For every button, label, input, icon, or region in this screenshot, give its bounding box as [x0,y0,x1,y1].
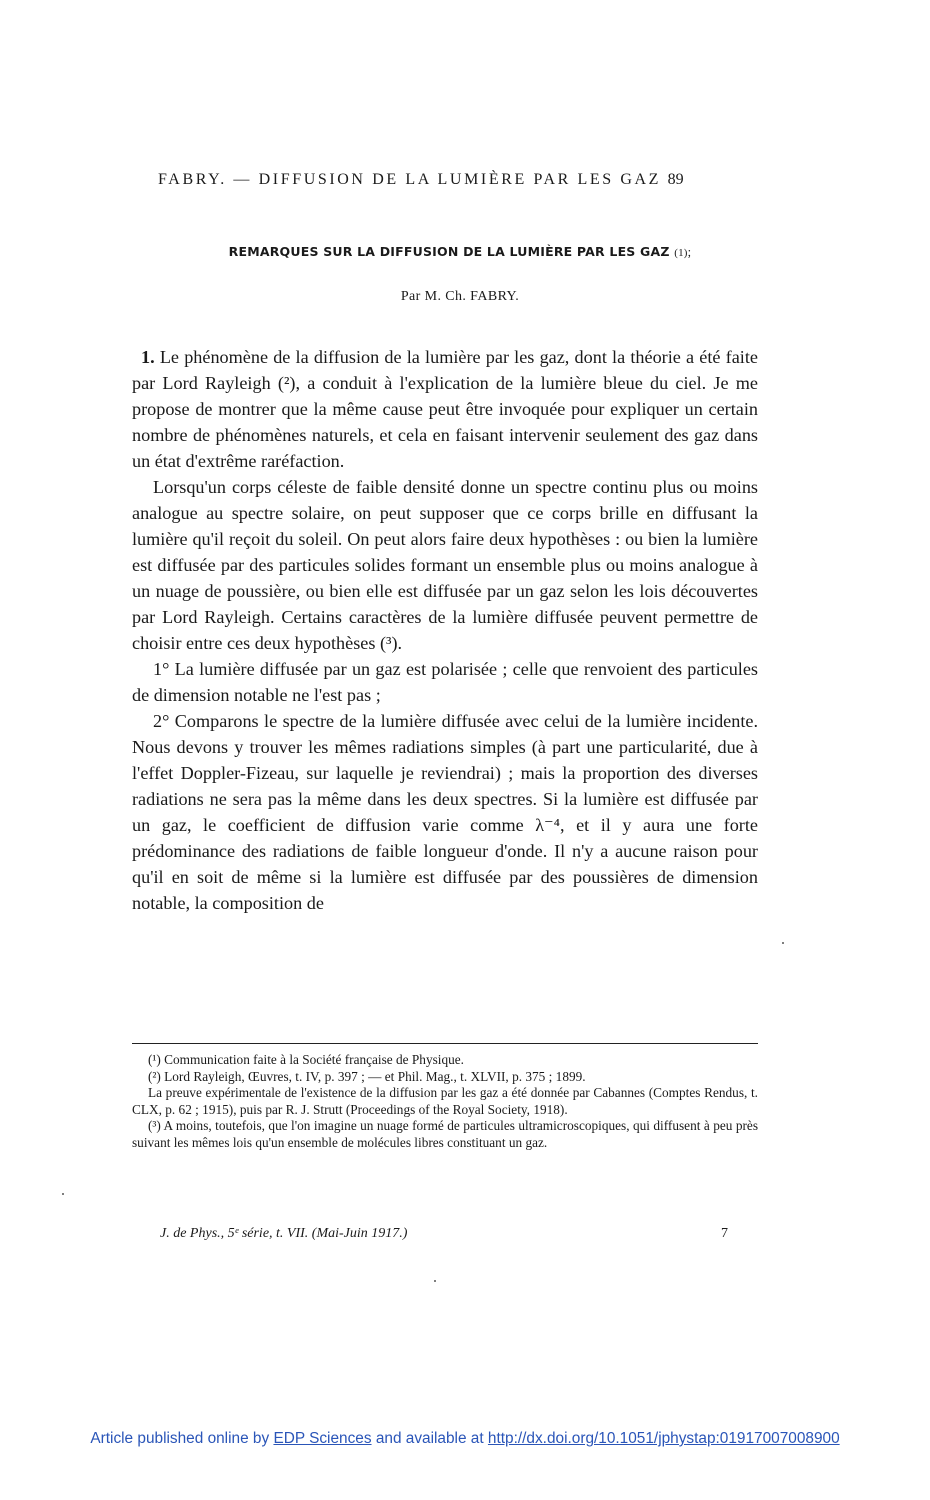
scan-speck [62,1193,64,1195]
title-end: ; [687,245,692,259]
footnote-3: (³) A moins, toutefois, que l'on imagine un nuage formé de particules ultramicroscopiques, qui diffusent à peu près suivant les mêmes lois qu'un ensemble de molécules libres constituant un gaz. [132,1118,758,1150]
paragraph-3: 1° La lumière diffusée par un gaz est polarisée ; celle que renvoient des particules de dimension notable ne l'est pas ; [132,659,758,705]
footnote-2-continued: La preuve expérimentale de l'existence de la diffusion par les gaz a été donnée par Cabannes (Comptes Rendus, t. CLX, p. 62 ; 1915), puis par R. J. Strutt (Proceedings of the Royal Society, 1918). [132,1085,758,1117]
journal-citation-line [160,1226,740,1242]
footnote-2: (²) Lord Rayleigh, Œuvres, t. IV, p. 397 ; — et Phil. Mag., t. XLVII, p. 375 ; 1899. [148,1068,586,1084]
footnotes [132,1052,758,1151]
doi-link[interactable]: http://dx.doi.org/10.1051/jphystap:01917007008900 [487,1430,840,1447]
journal-citation: J. de Phys., 5ᵉ série, t. VII. (Mai-Juin 1917.) [160,1226,408,1241]
section-number: 1. [141,347,155,367]
article-title [150,244,770,260]
footnote-rule [132,1043,758,1044]
signature-number: 7 [721,1226,728,1241]
article-title-text: REMARQUES SUR LA DIFFUSION DE LA LUMIÈRE PAR LES GAZ [228,244,670,259]
paragraph-2: Lorsqu'un corps céleste de faible densité donne un spectre continu plus ou moins analogue au spectre solaire, on peut supposer que ce corps brille en diffusant la lumière qu'il reçoit du soleil. On peut alors faire deux hypothèses : ou bien la lumière est diffusée par des particules solides formant un ensemble plus ou moins analogue à un nuage de poussière, ou bien elle est diffusée par un gaz selon les lois découvertes par Lord Rayleigh. Certains caractères de la lumière diffusée peuvent permettre de choisir entre ces deux hypothèses (³). [132,477,758,653]
publisher-link[interactable]: EDP Sciences [273,1430,372,1447]
footer-middle: and available at [371,1430,488,1447]
byline: Par M. Ch. FABRY. [400,289,520,304]
publication-footer [0,1430,930,1448]
scan-speck [782,942,784,944]
paragraph-4: 2° Comparons le spectre de la lumière diffusée avec celui de la lumière incidente. Nous devons y trouver les mêmes radiations simples (à part une particularité, due à l'effet Doppler-Fizeau, sur laquelle je reviendrai) ; mais la proportion des diverses radiations ne sera pas la même dans les deux spectres. Si la lumière est diffusée par un gaz, le coefficient de diffusion varie comme λ⁻⁴, et il y aura une forte prédominance des radiations de faible longueur d'onde. Il n'y a aucune raison pour qu'il en soit de même si la lumière est diffusée par des poussières de dimension notable, la composition de [132,711,758,913]
scan-speck [434,1280,436,1282]
footnote-1: (¹) Communication faite à la Société française de Physique. [148,1052,464,1067]
running-head [158,171,758,189]
title-footnote-ref[interactable]: (1) [674,247,688,259]
paragraph-1-text: Le phénomène de la diffusion de la lumière par les gaz, dont la théorie a été faite par Lord Rayleigh (²), a conduit à l'explication de la lumière bleue du ciel. Je me propose de montrer que la même cause peut être invoquée pour expliquer un certain nombre de phénomènes naturels, et cela en faisant intervenir seulement des gaz dans un état d'extrême raréfaction. [132,347,758,471]
footer-prefix: Article published online by [90,1430,274,1447]
paragraph-1 [132,344,758,474]
running-head-text: FABRY. — DIFFUSION DE LA LUMIÈRE PAR LES GAZ [158,171,662,188]
article-body [132,344,758,916]
page-number: 89 [667,171,684,188]
